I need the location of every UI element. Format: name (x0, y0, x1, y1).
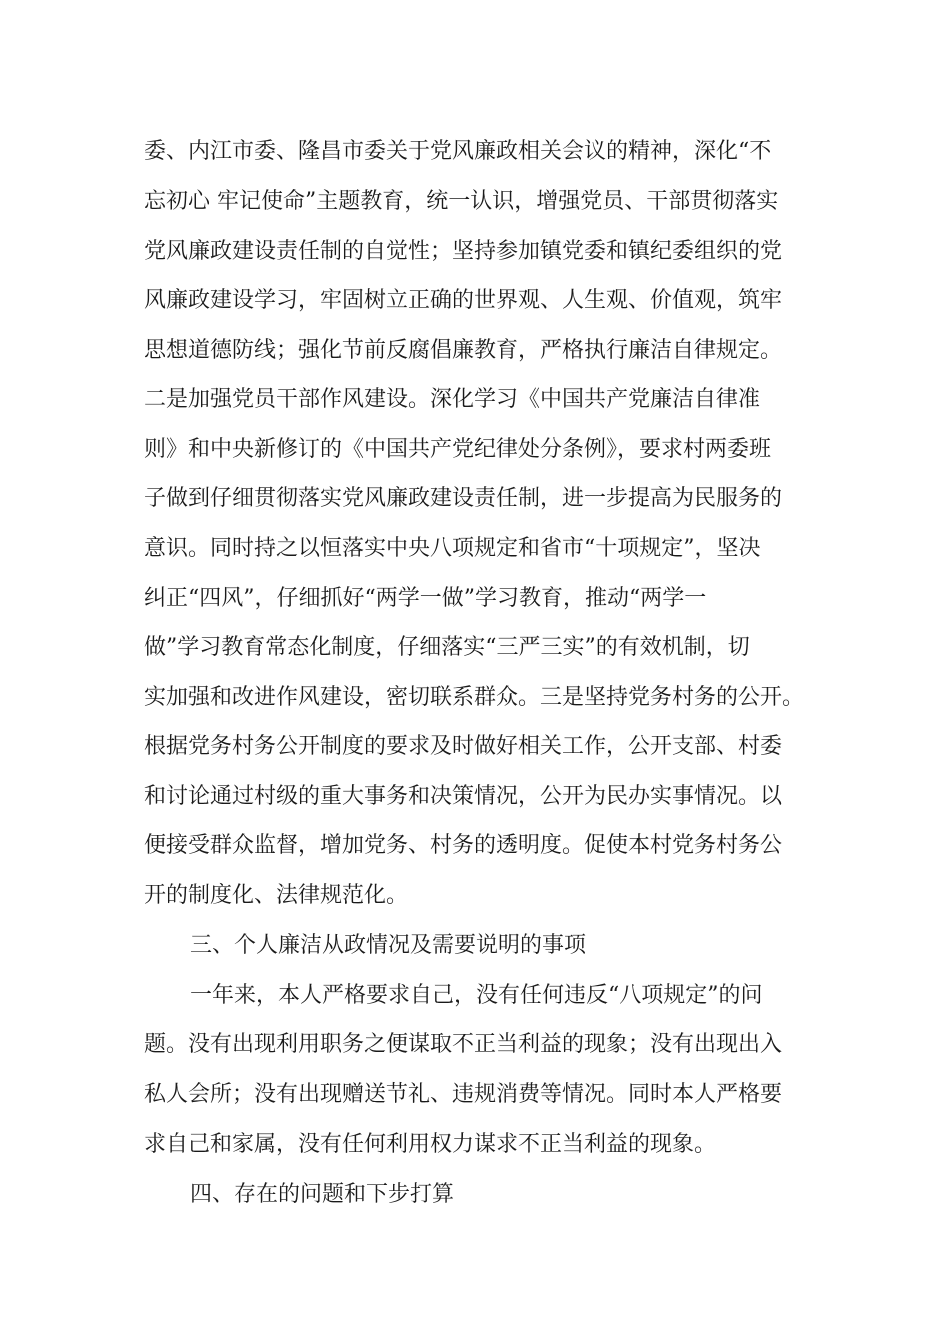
paragraph-line: 便接受群众监督，增加党务、村务的透明度。促使本村党务村务公 (144, 833, 783, 858)
paragraph-line: 一年来，本人严格要求自己，没有任何违反“八项规定”的问 (190, 983, 763, 1008)
paragraph-line: 题。没有出现利用职务之便谋取不正当利益的现象；没有出现出入 (144, 1032, 783, 1057)
paragraph-line: 忘初心 牢记使命”主题教育，统一认识，增强党员、干部贯彻落实 (144, 189, 779, 214)
paragraph-line: 根据党务村务公开制度的要求及时做好相关工作，公开支部、村委 (144, 734, 783, 759)
section-heading: 四、存在的问题和下步打算 (190, 1182, 455, 1207)
paragraph-line: 求自己和家属，没有任何利用权力谋求不正当利益的现象。 (144, 1132, 717, 1157)
paragraph-line: 二是加强党员干部作风建设。深化学习《中国共产党廉洁自律准 (144, 387, 761, 412)
paragraph-line: 思想道德防线；强化节前反腐倡廉教育，严格执行廉洁自律规定。 (144, 338, 783, 363)
paragraph-line: 做”学习教育常态化制度，仔细落实“三严三实”的有效机制，切 (144, 635, 750, 660)
paragraph-line: 党风廉政建设责任制的自觉性；坚持参加镇党委和镇纪委组织的党 (144, 239, 783, 264)
paragraph-line: 开的制度化、法律规范化。 (144, 883, 409, 908)
paragraph-line: 则》和中央新修订的《中国共产党纪律处分条例》，要求村两委班 (144, 437, 772, 462)
paragraph-line: 和讨论通过村级的重大事务和决策情况，公开为民办实事情况。以 (144, 784, 783, 809)
section-heading: 三、个人廉洁从政情况及需要说明的事项 (190, 933, 587, 958)
paragraph-line: 风廉政建设学习，牢固树立正确的世界观、人生观、价值观，筑牢 (144, 288, 783, 313)
paragraph-line: 纠正“四风”，仔细抓好“两学一做”学习教育，推动“两学一 (144, 586, 707, 611)
paragraph-line: 意识。同时持之以恒落实中央八项规定和省市“十项规定”，坚决 (144, 536, 761, 561)
paragraph-line: 实加强和改进作风建设，密切联系群众。三是坚持党务村务的公开。 (144, 685, 805, 710)
paragraph-line: 委、内江市委、隆昌市委关于党风廉政相关会议的精神，深化“不 (144, 139, 772, 164)
paragraph-line: 私人会所；没有出现赠送节礼、违规消费等情况。同时本人严格要 (144, 1082, 783, 1107)
paragraph-line: 子做到仔细贯彻落实党风廉政建设责任制，进一步提高为民服务的 (144, 486, 783, 511)
